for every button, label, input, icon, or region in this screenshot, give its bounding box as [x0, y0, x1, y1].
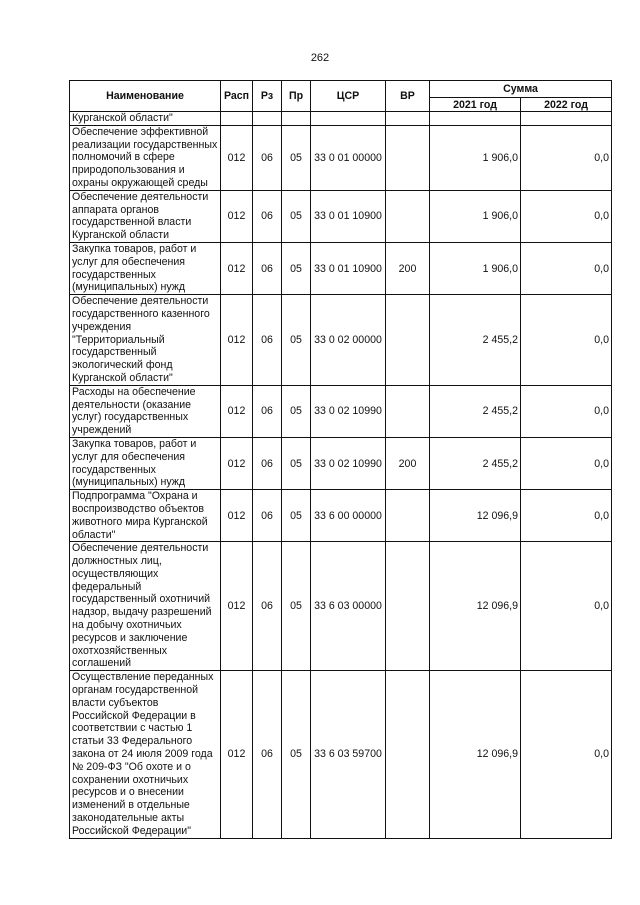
row-vr — [386, 385, 430, 437]
table-header — [70, 81, 612, 112]
table-row — [70, 542, 612, 671]
row-vr — [386, 671, 430, 838]
row-pr: 05 — [282, 190, 311, 242]
row-rz: 06 — [253, 671, 282, 838]
row-rz: 06 — [253, 190, 282, 242]
row-sum-2022: 0,0 — [521, 295, 612, 386]
row-rz: 06 — [253, 437, 282, 489]
table-row — [70, 437, 612, 489]
table-row — [70, 671, 612, 838]
header-2022: 2022 год — [521, 98, 612, 112]
row-pr: 05 — [282, 490, 311, 542]
header-vr: ВР — [386, 81, 430, 112]
header-2021: 2021 год — [430, 98, 521, 112]
row-sum-2021: 12 096,9 — [430, 490, 521, 542]
table-row — [70, 125, 612, 190]
row-rasp: 012 — [221, 542, 253, 671]
row-name: Обеспечение деятельности государственного казенного учреждения "Территориальный государственный экологический фонд Курганской области" — [70, 295, 221, 386]
row-csr: 33 6 03 59700 — [311, 671, 386, 838]
row-csr: 33 6 00 00000 — [311, 490, 386, 542]
row-sum-2021: 1 906,0 — [430, 190, 521, 242]
row-rasp: 012 — [221, 125, 253, 190]
row-pr: 05 — [282, 385, 311, 437]
row-sum-2022: 0,0 — [521, 190, 612, 242]
table-row — [70, 242, 612, 294]
row-rasp: 012 — [221, 295, 253, 386]
row-vr — [386, 542, 430, 671]
row-sum-2022: 0,0 — [521, 385, 612, 437]
row-rz: 06 — [253, 125, 282, 190]
row-csr: 33 0 01 00000 — [311, 125, 386, 190]
table-row — [70, 190, 612, 242]
continuation-name: Курганской области" — [70, 112, 221, 126]
header-name: Наименование — [70, 81, 221, 112]
row-csr: 33 0 01 10900 — [311, 190, 386, 242]
row-pr: 05 — [282, 242, 311, 294]
row-vr — [386, 190, 430, 242]
row-rz: 06 — [253, 490, 282, 542]
page-number: 262 — [310, 52, 330, 64]
row-vr: 200 — [386, 437, 430, 489]
header-rasp: Расп — [221, 81, 253, 112]
row-sum-2022: 0,0 — [521, 671, 612, 838]
row-sum-2022: 0,0 — [521, 437, 612, 489]
row-sum-2021: 12 096,9 — [430, 671, 521, 838]
row-sum-2021: 2 455,2 — [430, 437, 521, 489]
row-rz: 06 — [253, 242, 282, 294]
row-name: Обеспечение деятельности должностных лиц, осуществляющих федеральный государственный охотничий надзор, выдачу разрешений на добычу охотничьих ресурсов и заключение охотхозяйственных соглашений — [70, 542, 221, 671]
row-name: Закупка товаров, работ и услуг для обеспечения государственных (муниципальных) нужд — [70, 437, 221, 489]
row-rasp: 012 — [221, 490, 253, 542]
row-rz: 06 — [253, 542, 282, 671]
row-sum-2022: 0,0 — [521, 125, 612, 190]
row-name: Расходы на обеспечение деятельности (оказание услуг) государственных учреждений — [70, 385, 221, 437]
row-rasp: 012 — [221, 190, 253, 242]
row-csr: 33 0 02 00000 — [311, 295, 386, 386]
table-row — [70, 490, 612, 542]
row-csr: 33 0 01 10900 — [311, 242, 386, 294]
row-pr: 05 — [282, 295, 311, 386]
row-name: Обеспечение деятельности аппарата органов государственной власти Курганской области — [70, 190, 221, 242]
row-sum-2021: 2 455,2 — [430, 295, 521, 386]
row-csr: 33 0 02 10990 — [311, 385, 386, 437]
row-csr: 33 6 03 00000 — [311, 542, 386, 671]
header-sum: Сумма — [430, 81, 612, 98]
row-sum-2021: 12 096,9 — [430, 542, 521, 671]
continuation-row — [70, 112, 612, 126]
row-name: Закупка товаров, работ и услуг для обеспечения государственных (муниципальных) нужд — [70, 242, 221, 294]
empty-cell — [253, 112, 282, 126]
table-body — [70, 112, 612, 839]
row-pr: 05 — [282, 437, 311, 489]
table-row — [70, 295, 612, 386]
row-rasp: 012 — [221, 437, 253, 489]
header-rz: Рз — [253, 81, 282, 112]
row-pr: 05 — [282, 542, 311, 671]
header-csr: ЦСР — [311, 81, 386, 112]
row-name: Подпрограмма "Охрана и воспроизводство объектов животного мира Курганской области" — [70, 490, 221, 542]
row-pr: 05 — [282, 671, 311, 838]
row-sum-2021: 1 906,0 — [430, 242, 521, 294]
row-vr — [386, 490, 430, 542]
row-sum-2021: 2 455,2 — [430, 385, 521, 437]
empty-cell — [311, 112, 386, 126]
empty-cell — [430, 112, 521, 126]
header-pr: Пр — [282, 81, 311, 112]
row-vr: 200 — [386, 242, 430, 294]
empty-cell — [282, 112, 311, 126]
table-row — [70, 385, 612, 437]
row-rasp: 012 — [221, 242, 253, 294]
empty-cell — [521, 112, 612, 126]
row-rz: 06 — [253, 385, 282, 437]
row-csr: 33 0 02 10990 — [311, 437, 386, 489]
row-vr — [386, 295, 430, 386]
empty-cell — [386, 112, 430, 126]
budget-table — [69, 80, 612, 839]
row-sum-2021: 1 906,0 — [430, 125, 521, 190]
row-rasp: 012 — [221, 385, 253, 437]
row-rz: 06 — [253, 295, 282, 386]
row-sum-2022: 0,0 — [521, 542, 612, 671]
empty-cell — [221, 112, 253, 126]
row-name: Осуществление переданных органам государственной власти субъектов Российской Федерации в соответствии с частью 1 статьи 33 Федерального закона от 24 июля 2009 года № 209-ФЗ "Об охоте и о сохранении охотничьих ресурсов и о внесении изменений в отдельные законодательные акты Российской Федерации" — [70, 671, 221, 838]
row-sum-2022: 0,0 — [521, 490, 612, 542]
row-rasp: 012 — [221, 671, 253, 838]
row-name: Обеспечение эффективной реализации государственных полномочий в сфере природопользования и охраны окружающей среды — [70, 125, 221, 190]
row-vr — [386, 125, 430, 190]
row-sum-2022: 0,0 — [521, 242, 612, 294]
row-pr: 05 — [282, 125, 311, 190]
